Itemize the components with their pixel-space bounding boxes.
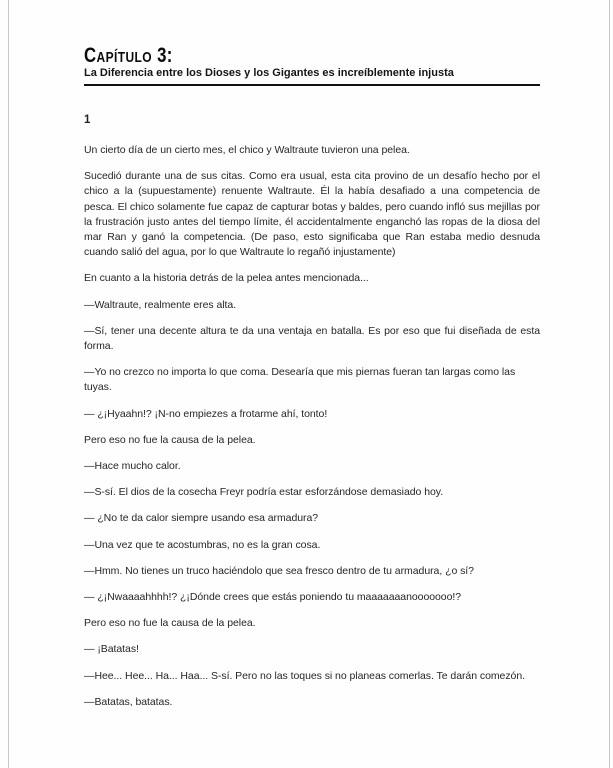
paragraph: Pero eso no fue la causa de la pelea. xyxy=(84,617,256,630)
chapter-title-row xyxy=(84,46,540,65)
paragraph: — ¿¡Nwaaaahhhh!? ¿¡Dónde crees que estás poniendo tu maaaaaaanooooooo!? xyxy=(84,591,462,604)
paragraph: —Una vez que te acostumbras, no es la gran cosa. xyxy=(84,538,321,551)
page-edge-left xyxy=(8,0,9,768)
paragraph: Pero eso no fue la causa de la pelea. xyxy=(84,433,256,446)
paragraph: — ¿No te da calor siempre usando esa armadura? xyxy=(84,512,319,525)
chapter-title: Capítulo 3: xyxy=(84,44,173,67)
paragraph: Un cierto día de un cierto mes, el chico y Waltraute tuvieron una pelea. xyxy=(84,144,410,156)
paragraph: —Sí, tener una decente altura te da una ventaja en batalla. Es por eso que fui diseñada de esta forma. xyxy=(84,324,540,353)
paragraph: —Hmm. No tienes un truco haciéndolo que sea fresco dentro de tu armadura, ¿o sí? xyxy=(84,564,474,577)
chapter-subtitle: La Diferencia entre los Dioses y los Gigantes es increíblemente injusta xyxy=(84,67,454,79)
paragraph: —Yo no crezco no importa lo que coma. Desearía que mis piernas fueran tan largas como las tuyas. xyxy=(84,366,516,394)
paragraph: —Batatas, batatas. xyxy=(84,695,173,708)
section-number: 1 xyxy=(84,114,91,126)
paragraph: —S-sí. El dios de la cosecha Freyr podría estar esforzándose demasiado hoy. xyxy=(84,486,444,499)
chapter-heading xyxy=(84,46,540,86)
paragraph-list xyxy=(84,143,540,710)
paragraph: —Hace mucho calor. xyxy=(84,460,181,473)
paragraph: —Hee... Hee... Ha... Haa... S-sí. Pero no las toques si no planeas comerlas. Te darán comezón. xyxy=(84,669,525,682)
paragraph: —Waltraute, realmente eres alta. xyxy=(84,298,237,311)
page-edge-right xyxy=(609,0,610,768)
paragraph: — ¿¡Hyaahn!? ¡N-no empiezes a frotarme ahí, tonto! xyxy=(84,407,328,420)
paragraph: — ¡Batatas! xyxy=(84,643,139,656)
paragraph: Sucedió durante una de sus citas. Como era usual, esta cita provino de un desafío hecho por el chico a la (supuestamente) renuente Waltraute. Él la había desafiado a una competencia de pesca. El chico solamente fue capaz de capturar botas y baldes, pero cuando infló sus mejillas por la frustración justo antes del tiempo límite, él accidentalmente enganchó las ropas de la diosa del mar Ran y ganó la competencia. (De paso, esto significaba que Ran estaba medio desnuda cuando salió del agua, por lo que Waltraute lo regañó injustamente) xyxy=(84,170,540,259)
paragraph: En cuanto a la historia detrás de la pelea antes mencionada... xyxy=(84,272,369,285)
